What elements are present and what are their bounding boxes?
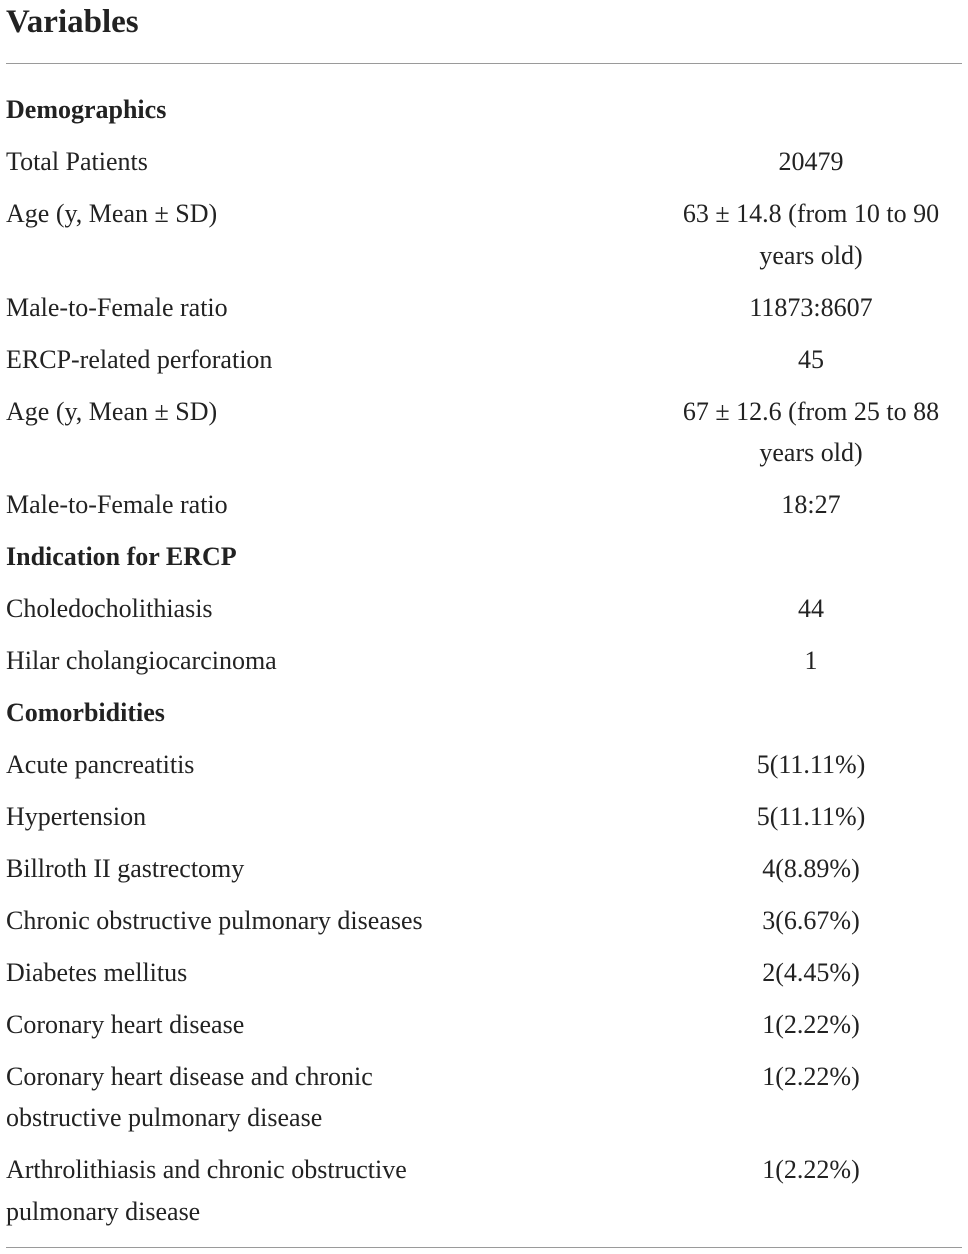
row-value: 63 ± 14.8 (from 10 to 90 years old): [682, 199, 940, 270]
table-row: [0, 333, 968, 385]
table-row: [0, 843, 968, 895]
row-label: Age (y, Mean ± SD): [6, 199, 218, 229]
row-value: 1(2.22%): [762, 1155, 860, 1185]
row-value: 67 ± 12.6 (from 25 to 88 years old): [682, 396, 940, 468]
row-label: ERCP-related perforation: [6, 344, 273, 374]
row-label: Coronary heart disease: [6, 1009, 245, 1039]
variables-table: [0, 84, 968, 1238]
row-value: 1: [804, 646, 818, 676]
row-label: Hypertension: [6, 802, 147, 831]
row-label-text: Arthrolithiasis and chronic obstructive pulmonary disease: [6, 1155, 407, 1226]
bottom-rule: [6, 1247, 962, 1248]
section-label: Indication for ERCP: [6, 542, 237, 572]
table-row: [0, 947, 968, 999]
row-value: 2(4.45%): [762, 957, 860, 987]
table-row: [0, 895, 968, 947]
row-value: 1(2.22%): [762, 1009, 860, 1039]
table-row: [0, 635, 968, 687]
row-value: 4(8.89%): [762, 853, 860, 883]
row-value: 20479: [778, 147, 844, 177]
table-row: [0, 1051, 968, 1145]
table-row: [0, 999, 968, 1051]
row-label-text: Coronary heart disease and chronic obstructive pulmonary disease: [6, 1061, 373, 1133]
row-value: 11873:8607: [749, 292, 873, 322]
table-title: Variables: [6, 4, 139, 40]
table-row: [0, 791, 968, 843]
table-row: [0, 136, 968, 188]
table-row: [0, 282, 968, 334]
row-value: 18:27: [781, 490, 841, 520]
row-value: 44: [798, 594, 824, 624]
row-value: 5(11.11%): [756, 750, 866, 780]
top-rule: [6, 63, 962, 64]
section-row-indication: [0, 531, 968, 583]
table-row: [0, 739, 968, 791]
row-label: [0, 1051, 660, 1145]
table-row: [0, 479, 968, 531]
row-value: 3(6.67%): [762, 905, 860, 935]
row-value: 1(2.22%): [762, 1061, 860, 1091]
section-row-demographics: [0, 84, 968, 136]
table-row: [0, 583, 968, 635]
section-label: Demographics: [6, 95, 167, 125]
row-label: Diabetes mellitus: [6, 957, 188, 987]
row-label: Age (y, Mean ± SD): [6, 396, 218, 426]
row-value: 5(11.11%): [756, 802, 866, 831]
section-label: Comorbidities: [6, 698, 165, 728]
table-row: [0, 188, 968, 282]
table-row: [0, 385, 968, 479]
table-row: [0, 1144, 968, 1238]
row-label: Male-to-Female ratio: [6, 490, 228, 520]
row-label: [0, 1144, 660, 1238]
row-label: Total Patients: [6, 147, 148, 177]
section-row-comorbidities: [0, 687, 968, 739]
row-value: 45: [798, 344, 824, 374]
row-label: Hilar cholangiocarcinoma: [6, 646, 277, 676]
row-label: Chronic obstructive pulmonary diseases: [6, 905, 423, 935]
row-label: Choledocholithiasis: [6, 594, 213, 624]
row-label: Acute pancreatitis: [6, 750, 195, 780]
row-label: Male-to-Female ratio: [6, 292, 228, 322]
row-label: Billroth II gastrectomy: [6, 853, 245, 883]
